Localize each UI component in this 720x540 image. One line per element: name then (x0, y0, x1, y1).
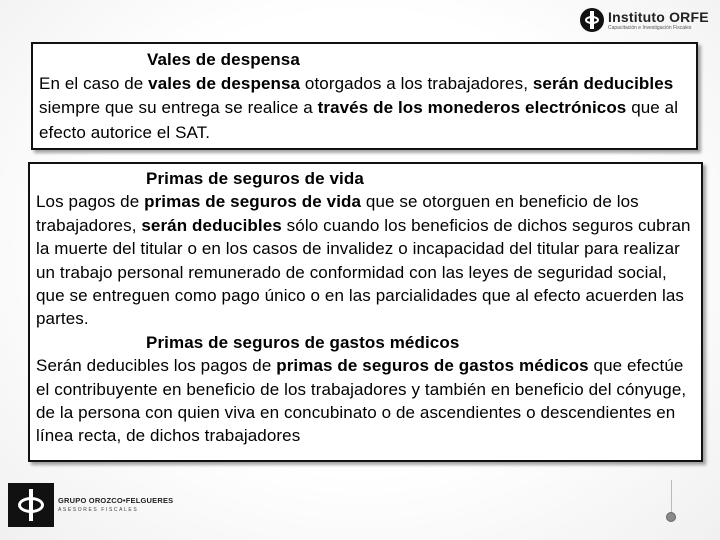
gastos-medicos-heading: Primas de seguros de gastos médicos (146, 332, 460, 352)
seguros-vida-paragraph (36, 167, 695, 331)
vales-despensa-heading: Vales de despensa (147, 50, 300, 69)
orozco-logo-subtitle: ASESORES FISCALES (58, 506, 139, 513)
body-text: que efectúe el contribuyente en beneficio de los trabajadores y también en beneficio del cónyuge, de la persona con quien viva en concubinato o de ascendientes o descendientes en línea recta, de dichos trabajadores (36, 356, 687, 446)
body-text: que se otorguen en beneficio de los trabajadores, (36, 192, 639, 235)
body-text: sólo cuando los beneficios de dichos seguros cubran la muerte del titular o en los casos de invalidez o incapacidad del titular para realizar un trabajo personal remunerado de conformidad con las leyes de seguridad social, que se entreguen como pago único o en las parcialidades que al efecto acuerden las partes. (36, 215, 691, 329)
decorative-line (671, 480, 672, 516)
emphasis-text: serán deducibles (141, 215, 282, 235)
orfe-logo-subtitle: Capacitación e Investigación Fiscales (608, 24, 692, 31)
body-text: otorgados a los trabajadores, (300, 74, 533, 94)
decorative-dot-icon (666, 512, 676, 522)
seguros-vida-heading: Primas de seguros de vida (146, 169, 364, 188)
grupo-orozco-felgueres-logo (8, 483, 180, 527)
body-text: Los pagos de (36, 192, 145, 212)
body-text: Serán deducibles los pagos de (36, 356, 277, 376)
vales-despensa-box (31, 42, 698, 150)
emphasis-text: vales de despensa (148, 74, 301, 94)
body-text: que al efecto autorice el SAT. (39, 98, 679, 142)
emphasis-text: primas de seguros de gastos médicos (276, 356, 589, 376)
body-text: En el caso de (39, 74, 149, 94)
orozco-logo-name: GRUPO OROZCO•FELGUERES (58, 496, 174, 506)
primas-seguros-box (28, 162, 703, 462)
seguros-vida-body (36, 192, 691, 328)
emphasis-text: través de los monederos electrónicos (317, 98, 627, 118)
orfe-logo-name: Instituto ORFE (608, 8, 709, 25)
orfe-logo-mark-icon (580, 8, 604, 32)
emphasis-text: serán deducibles (532, 74, 674, 94)
orozco-logo-mark-icon (8, 483, 54, 527)
gastos-medicos-body (36, 356, 686, 445)
vales-despensa-paragraph (39, 48, 690, 145)
instituto-orfe-logo (580, 4, 715, 36)
emphasis-text: primas de seguros de vida (144, 192, 362, 212)
vales-despensa-body (39, 74, 678, 141)
gastos-medicos-paragraph (36, 331, 695, 448)
body-text: siempre que su entrega se realice a (39, 98, 318, 118)
